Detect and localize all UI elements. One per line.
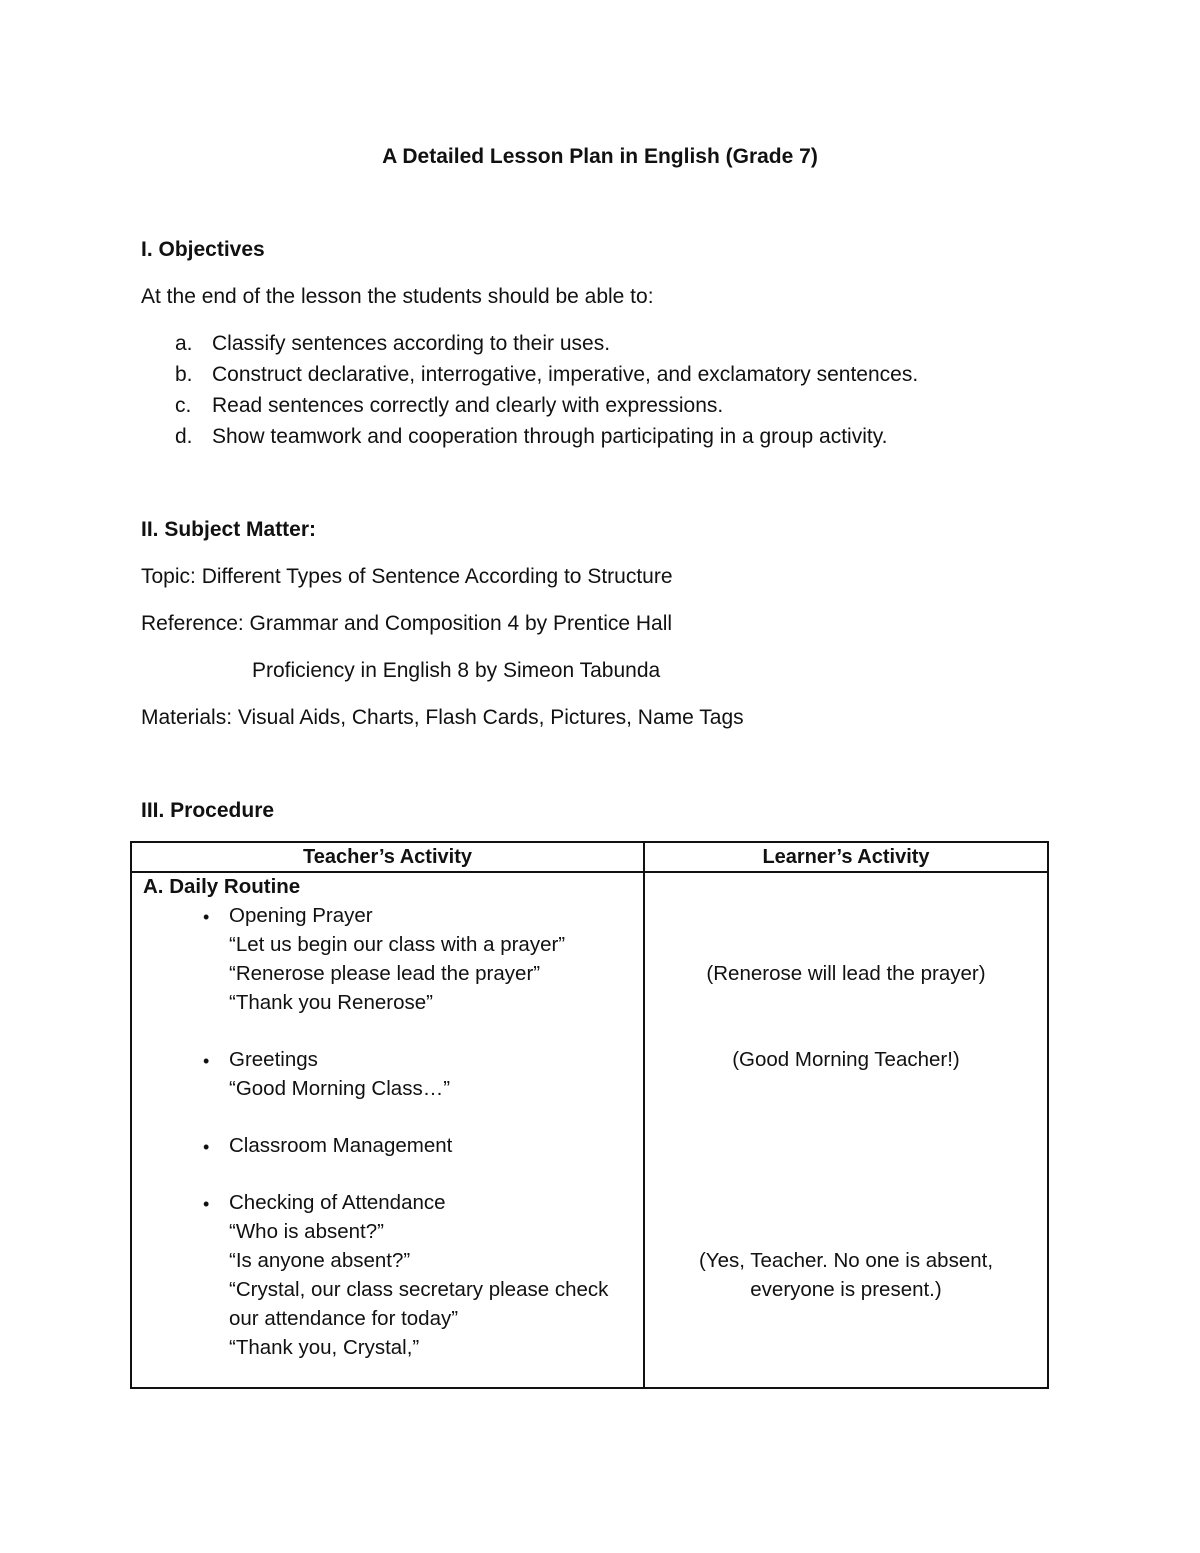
objective-text: Read sentences correctly and clearly with expressions. [212, 394, 724, 417]
materials-line: Materials: Visual Aids, Charts, Flash Cards, Pictures, Name Tags [141, 706, 744, 729]
section-daily-routine: A. Daily Routine [143, 875, 301, 898]
teacher-line: “Renerose please lead the prayer” [229, 962, 541, 985]
teacher-line: “Crystal, our class secretary please check [229, 1278, 609, 1301]
reference-line-2: Proficiency in English 8 by Simeon Tabunda [252, 659, 661, 682]
table-header-row [131, 842, 1048, 872]
objective-letter: a. [175, 332, 193, 355]
teacher-line: “Thank you, Crystal,” [229, 1336, 420, 1359]
document-title: A Detailed Lesson Plan in English (Grade 7) [382, 145, 818, 168]
learner-response: (Renerose will lead the prayer) [706, 962, 986, 985]
objective-letter: c. [175, 394, 192, 417]
bullet-icon: • [203, 1051, 210, 1071]
procedure-heading: III. Procedure [141, 799, 275, 822]
objectives-heading: I. Objectives [141, 238, 265, 261]
teacher-line: our attendance for today” [229, 1307, 459, 1330]
learner-activity-cell [644, 872, 1048, 1388]
objective-letter: b. [175, 363, 193, 386]
teacher-line: “Thank you Renerose” [229, 991, 433, 1014]
teacher-line: “Good Morning Class…” [229, 1077, 451, 1100]
learner-activity-header: Learner’s Activity [644, 842, 1048, 872]
teacher-activity-header: Teacher’s Activity [131, 842, 644, 872]
bullet-icon: • [203, 1137, 210, 1157]
objective-text: Classify sentences according to their uses. [212, 332, 611, 355]
greetings-label: Greetings [229, 1048, 318, 1071]
reference-line: Reference: Grammar and Composition 4 by Prentice Hall [141, 612, 673, 635]
teacher-line: “Is anyone absent?” [229, 1249, 411, 1272]
teacher-line: “Who is absent?” [229, 1220, 384, 1243]
opening-prayer-label: Opening Prayer [229, 904, 373, 927]
learner-response: (Good Morning Teacher!) [732, 1048, 960, 1071]
subject-matter-heading: II. Subject Matter: [141, 518, 317, 541]
bullet-icon: • [203, 1194, 210, 1214]
table-row [131, 872, 1048, 1388]
objective-letter: d. [175, 425, 193, 448]
teacher-line: “Let us begin our class with a prayer” [229, 933, 566, 956]
teacher-activity-cell [131, 872, 644, 1388]
objective-text: Construct declarative, interrogative, imperative, and exclamatory sentences. [212, 363, 919, 386]
learner-response: (Yes, Teacher. No one is absent, [698, 1249, 994, 1272]
objectives-intro: At the end of the lesson the students should be able to: [141, 285, 654, 308]
procedure-table [130, 841, 1049, 1389]
objective-text: Show teamwork and cooperation through participating in a group activity. [212, 425, 888, 448]
topic-line: Topic: Different Types of Sentence According to Structure [141, 565, 673, 588]
learner-response: everyone is present.) [750, 1278, 942, 1301]
attendance-label: Checking of Attendance [229, 1191, 446, 1214]
bullet-icon: • [203, 907, 210, 927]
classroom-management-label: Classroom Management [229, 1134, 453, 1157]
